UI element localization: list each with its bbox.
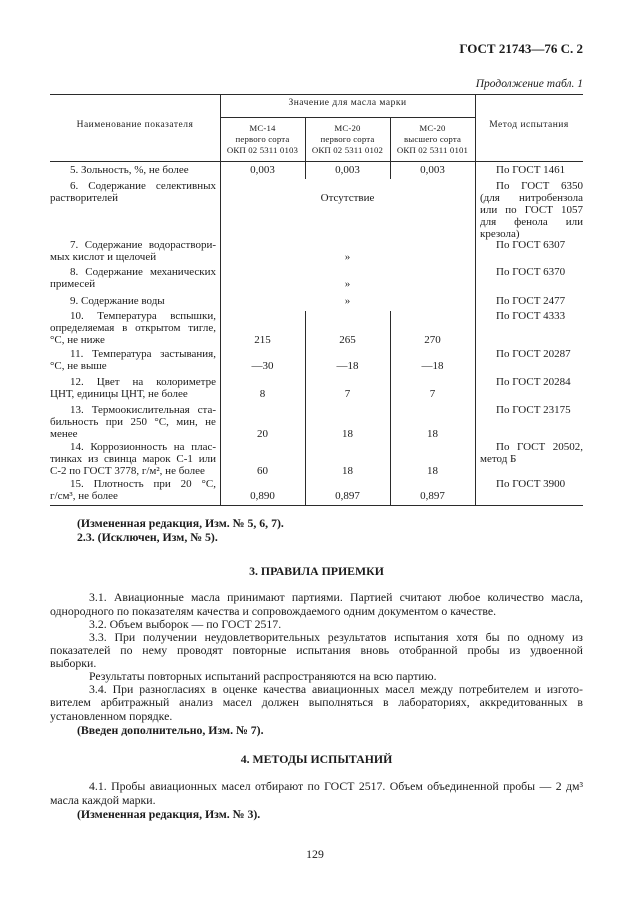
word: нему [142,643,168,657]
word: проводят [177,643,223,657]
indicator-name-line [70,266,216,278]
grade-mark: МС-14 [249,123,276,133]
indicator-name-line [70,404,216,416]
word: 15. [70,478,84,490]
word: при [153,478,171,490]
word: 250 [130,416,147,428]
word: отбирают [254,779,304,793]
value-cell: 0,003 [420,164,445,176]
word: Содержание [88,180,146,192]
word: из [509,643,521,657]
word: 20502, [552,441,583,453]
word: ГОСТ [516,441,546,453]
clause-3-3-line: выборки. [50,656,97,670]
section-3-heading: 3. ПРАВИЛА ПРИЕМКИ [249,564,384,578]
column-header-method: Метод испытания [489,120,569,130]
word: 20 [180,478,192,490]
word: выполняться [308,695,374,709]
word: получении [142,630,197,644]
clause-3-2: 3.2. Объем выборок — по ГОСТ 2517. [89,617,282,631]
test-method-line: крезола) [480,228,520,240]
word: в [211,682,217,696]
value-cell: —30 [251,360,274,372]
word: 14. [70,441,84,453]
word: испытания [296,643,351,657]
word: мин, [176,416,198,428]
grade-mark: МС-20 [419,123,446,133]
word: партиями. [291,590,343,604]
word: в [577,695,583,709]
word: удвоенной [530,643,583,657]
value-cell: 0,003 [335,164,360,176]
word: 3.4. [89,682,107,696]
word: по [507,630,520,644]
word: принимают [227,590,285,604]
indicator-name-line: г/см³, не более [50,490,118,502]
word: 6350 [561,180,583,192]
test-method-line: По ГОСТ 20287 [496,348,571,360]
word: по [505,204,517,216]
indicator-name-line [70,376,216,388]
indicator-name-line [70,478,216,490]
word: (для [480,192,500,204]
word: °С, [154,416,169,428]
word: вспышки, [170,310,216,322]
word: ГОСТ [524,204,553,216]
word: По [496,180,510,192]
word: Авиационные [113,590,184,604]
word: не [205,416,216,428]
word: При [114,630,136,644]
indicator-name-line: примесей [50,278,96,290]
value-cell: 20 [257,428,268,440]
indicator-name-line: ЦНТ, единицы ЦНТ, не более [50,388,188,400]
word: Температура [91,348,152,360]
indicator-name-line: 9. Содержание воды [70,295,165,307]
word: или [480,204,498,216]
word: тигле, [188,322,216,334]
indicator-name-line: мых кислот и щелочей [50,251,157,263]
word: масел [221,779,251,793]
indicator-name-line [50,453,216,465]
word: по [307,779,320,793]
word: масел [385,682,415,696]
word: масел [222,695,252,709]
word: 2517. [358,779,386,793]
word: испытания [394,630,449,644]
word: Цвет [96,376,120,388]
indicator-name-line: 5. Зольность, %, не более [70,164,189,176]
clause-3-1-line [89,591,583,604]
test-method-line [496,180,583,192]
grade-okp-code: ОКП 02 5311 0101 [396,145,469,155]
clause-3-3-note: Результаты повторных испытаний распространяются на всю партию. [89,669,437,683]
grade-sort: первого сорта [235,134,290,144]
value-cell: 0,890 [250,490,275,502]
word: считают [399,590,442,604]
word: неудовлетворительных [204,630,321,644]
word: определяемая [50,322,115,334]
word: потребителем [458,682,529,696]
indicator-name-line: °С, не выше [50,360,107,372]
indicator-name-line [70,239,216,251]
word: и [534,682,541,696]
value-all-grades: » [344,278,351,290]
word: При [112,682,134,696]
word: арбитражный [100,695,170,709]
word: Температура [97,310,157,322]
word: любое [448,590,481,604]
value-cell: 0,003 [250,164,275,176]
test-method-line: По ГОСТ 6307 [496,239,566,251]
grade-okp-code: ОКП 02 5311 0102 [311,145,384,155]
value-cell: 18 [342,465,353,477]
word: °С, [201,478,216,490]
word: на [173,441,185,453]
word: повторные [232,643,287,657]
section-4-heading: 4. МЕТОДЫ ИСПЫТАНИЙ [240,752,393,766]
value-cell: 7 [429,388,436,400]
indicator-name-line [50,322,216,334]
value-all-grades: » [344,295,351,307]
word: Объем [389,779,423,793]
word: авиационных [149,779,218,793]
word: по [120,643,133,657]
grade-sort: высшего сорта [403,134,462,144]
word: между [420,682,454,696]
test-method-line: По ГОСТ 23175 [496,404,571,416]
word: объединенной [427,779,499,793]
word: 3.3. [89,630,107,644]
test-method-line: По ГОСТ 3900 [496,478,566,490]
clause-4-1-line: масла каждой марки. [50,793,156,807]
value-cell: 18 [427,465,438,477]
page-number: 129 [306,847,324,861]
word: ГОСТ [521,180,550,192]
word: лабораториях, [398,695,470,709]
indicator-name-line [70,310,216,322]
word: Плотность [93,478,144,490]
word: 3.1. [89,590,107,604]
value-cell: 265 [339,334,356,346]
clause-3-4-line: установленном порядке. [50,709,173,723]
column-header-values: Значение для масла марки [288,98,407,108]
value-cell: 18 [427,428,438,440]
word: или [198,453,216,465]
test-method-line: По ГОСТ 20284 [496,376,571,388]
word: показателей [50,643,111,657]
value-cell: 0,897 [335,490,360,502]
word: 2 [555,779,562,793]
word: пробы [503,779,536,793]
test-method-line: По ГОСТ 1461 [496,164,566,176]
indicator-name-line [70,180,216,192]
word: 12. [70,376,84,388]
word: авиационных [311,682,380,696]
word: отобранной [399,643,458,657]
word: застывания, [160,348,216,360]
word: одному [527,630,565,644]
value-cell: 60 [257,465,268,477]
clause-3-1-line: однородного по показателям качества и сопровождаемого одним документом о качестве. [50,604,497,618]
value-cell: —18 [336,360,359,372]
word: 8. [70,266,79,278]
word: 6. [70,180,79,192]
word: вновь [360,643,390,657]
word: — [539,779,552,793]
word: масла [190,590,220,604]
word: 4.1. [89,779,107,793]
word: Термоокислительная [91,404,190,416]
word: С-1 [176,453,193,465]
word: из [571,630,583,644]
test-method-line [480,204,583,216]
word: Содержание [85,266,143,278]
table-amendment-note: (Измененная редакция, Изм. № 5, 6, 7). [77,516,284,530]
test-method-line [496,441,583,453]
indicator-name-line: С-2 по ГОСТ 3778, г/м², не более [50,465,205,477]
word: 13. [70,404,84,416]
test-method-line: По ГОСТ 2477 [496,295,566,307]
section-4-amendment-note: (Измененная редакция, Изм. № 3). [77,807,261,821]
indicator-name-line [70,348,216,360]
test-method-line: По ГОСТ 4333 [496,310,566,322]
grade-sort: первого сорта [320,134,375,144]
word: Пробы [111,779,146,793]
table-continuation-label: Продолжение табл. 1 [475,78,583,90]
indicator-name-line: °С, не ниже [50,334,105,346]
word: селективных [155,180,216,192]
word: Коррозионность [90,441,168,453]
word: в [382,695,389,709]
word: ГОСТ [324,779,355,793]
word: Партией [349,590,393,604]
word: или [565,216,583,228]
word: должен [261,695,299,709]
word: на [132,376,144,388]
grade-okp-code: ОКП 02 5311 0103 [226,145,299,155]
word: водораствори- [148,239,216,251]
grade-mark: МС-20 [334,123,361,133]
word: разногласиях [139,682,206,696]
test-method-line [480,192,583,204]
value-all-grades: Отсутствие [320,192,375,204]
indicator-name-line [70,441,216,453]
word: качества [263,682,307,696]
word: плас- [191,441,216,453]
word: открытом [135,322,181,334]
test-method-line: По ГОСТ 6370 [496,266,566,278]
word: оценке [222,682,258,696]
indicator-name-line [50,416,216,428]
clause-2-3: 2.3. (Исключен, Изм, № 5). [77,530,218,544]
value-cell: 215 [254,334,271,346]
value-cell: 7 [344,388,351,400]
word: фенола [514,216,548,228]
word: анализ [179,695,213,709]
value-cell: 270 [424,334,441,346]
word: аккредитованных [479,695,568,709]
word: масла, [551,590,583,604]
value-cell: —18 [421,360,444,372]
word: для [480,216,497,228]
word: ста- [197,404,216,416]
word: нитробензола [519,192,583,204]
word: колориметре [156,376,216,388]
word: вителем [50,695,91,709]
word: По [496,441,510,453]
word: дм³ [565,779,583,793]
word: свинца [104,453,137,465]
word: при [105,416,124,428]
word: 10. [70,310,84,322]
word: хотя [456,630,478,644]
indicator-name-line: растворителей [50,192,119,204]
column-header-indicator: Наименование показателя [76,120,194,130]
word: в [122,322,128,334]
word: 11. [70,348,84,360]
word: результатов [327,630,387,644]
word: 7. [70,239,79,251]
value-all-grades: » [344,251,351,263]
word: марок [142,453,171,465]
document-reference: ГОСТ 21743—76 С. 2 [459,41,583,56]
value-cell: 0,897 [420,490,445,502]
section-3-amendment-note: (Введен дополнительно, Изм. № 7). [77,723,264,737]
value-cell: 18 [342,428,353,440]
test-method-line [480,216,583,228]
test-method-line: метод Б [480,453,517,465]
word: изгото- [546,682,583,696]
word: механических [149,266,216,278]
word: бильность [50,416,99,428]
indicator-name-line: менее [50,428,78,440]
value-cell: 8 [259,388,266,400]
word: из [87,453,99,465]
clause-3-3-line [50,644,583,657]
clause-3-4-line [50,696,583,709]
word: бы [485,630,500,644]
word: 1057 [560,204,583,216]
word: пробы [467,643,500,657]
word: количество [487,590,544,604]
word: тинках [50,453,83,465]
word: Содержание [84,239,143,251]
clause-4-1-line [89,780,583,793]
